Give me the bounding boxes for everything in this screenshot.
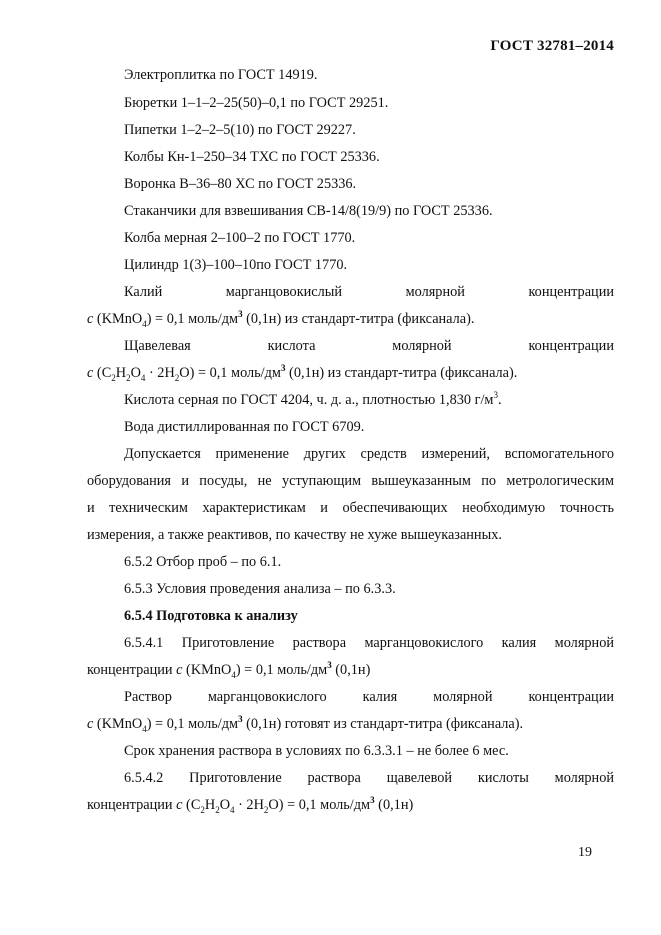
text-line: Стаканчики для взвешивания СВ-14/8(19/9) по ГОСТ 25336.: [124, 203, 493, 219]
text-line: Срок хранения раствора в условиях по 6.3.3.1 – не более 6 мес.: [124, 743, 509, 759]
text-line: Пипетки 1–2–2–5(10) по ГОСТ 29227.: [124, 122, 356, 138]
formula-line: с (KMnO$_4$) = 0,1 моль/$дм^3$ (0,1н) готовят из стандарт-титра (фиксанала).: [87, 714, 524, 734]
text-line: Кислота серная по ГОСТ 4204, ч. д. а., плотностью 1,830 $г/м^3$.: [124, 390, 502, 408]
text-line: Колба мерная 2–100–2 по ГОСТ 1770.: [124, 230, 356, 246]
text-line: измерения, а также реактивов, по качеству не хуже вышеуказанных.: [87, 527, 502, 543]
text-line: 6.5.4.2 Приготовление раствора щавелевой кислоты молярной: [124, 770, 614, 786]
document-header: ГОСТ 32781–2014: [490, 38, 614, 54]
text-line: Электроплитка по ГОСТ 14919.: [124, 67, 318, 83]
page-number: 19: [578, 845, 592, 860]
formula-line: с (KMnO$_4$) = 0,1 моль/$дм^3$ (0,1н) из стандарт-титра (фиксанала).: [87, 309, 475, 329]
text-line: 6.5.4.1 Приготовление раствора марганцовокислого калия молярной: [124, 635, 614, 651]
text-line: оборудования и посуды, не уступающим вышеуказанным по метрологическим: [87, 473, 614, 489]
formula-line: концентрации с $(C_2H_2O_4 \cdot 2H_2O) = 0,1$ моль/$дм^3$ (0,1н): [87, 795, 414, 815]
text-line: Воронка В–36–80 ХС по ГОСТ 25336.: [124, 176, 357, 192]
section-heading: 6.5.4 Подготовка к анализу: [124, 608, 298, 624]
text-line: Вода дистиллированная по ГОСТ 6709.: [124, 419, 365, 435]
text-line: Щавелевая кислота молярной концентрации: [124, 338, 614, 354]
text-line: 6.5.3 Условия проведения анализа – по 6.3.3.: [124, 581, 396, 597]
text-line: Бюретки 1–1–2–25(50)–0,1 по ГОСТ 29251.: [124, 95, 389, 111]
text-line: Цилиндр 1(3)–100–10по ГОСТ 1770.: [124, 257, 348, 273]
text-line: и техническим характеристикам и обеспечивающих необходимую точность: [87, 500, 614, 516]
text-line: Раствор марганцовокислого калия молярной концентрации: [124, 689, 614, 705]
text-line: Калий марганцовокислый молярной концентрации: [124, 284, 614, 300]
text-line: Допускается применение других средств измерений, вспомогательного: [124, 446, 614, 462]
text-line: 6.5.2 Отбор проб – по 6.1.: [124, 554, 282, 570]
text-line: Колбы Кн-1–250–34 ТХС по ГОСТ 25336.: [124, 149, 380, 165]
formula-line: концентрации с (KMnO$_4$) = 0,1 моль/$дм^3$ (0,1н): [87, 660, 371, 680]
formula-line: с $(C_2H_2O_4 \cdot 2H_2O) = 0,1$ моль/$дм^3$ (0,1н) из стандарт-титра (фиксанала).: [87, 363, 518, 383]
